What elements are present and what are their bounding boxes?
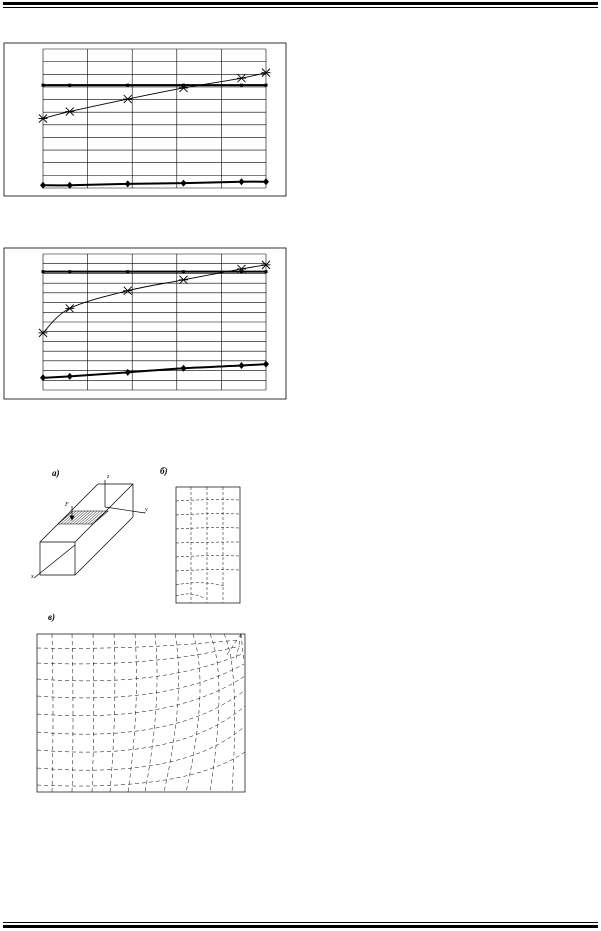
mesh-v-frame: [37, 634, 245, 792]
axis-label-y: y: [145, 507, 148, 513]
label-v: в): [48, 612, 56, 622]
mesh-v: [37, 634, 245, 792]
axis-label-z: z: [107, 474, 110, 480]
force-label: F: [65, 502, 69, 508]
mesh-b: [176, 487, 240, 603]
axis-label-x: x: [31, 574, 34, 580]
beam-isometric: [34, 480, 145, 578]
label-b: б): [160, 466, 168, 476]
label-a: а): [52, 468, 60, 478]
axis-y: [105, 507, 145, 513]
mesh-b-frame: [176, 487, 240, 603]
beam-front-face: [40, 542, 75, 575]
